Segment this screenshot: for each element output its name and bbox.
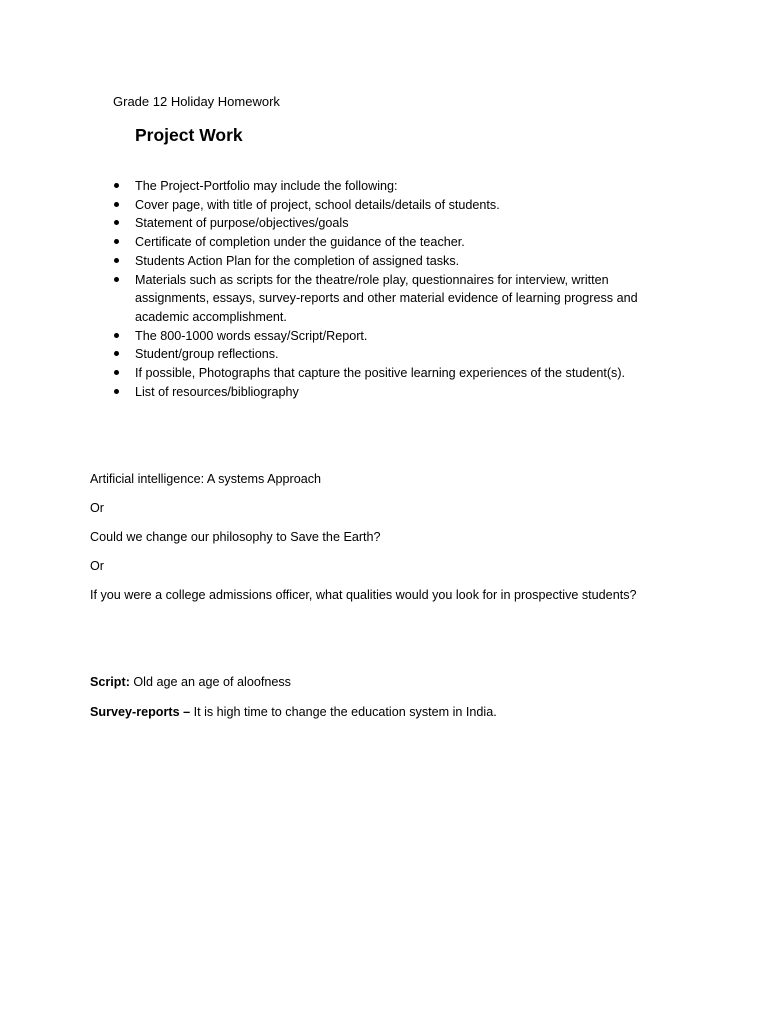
list-item: The Project-Portfolio may include the following: xyxy=(135,177,655,196)
document-subtitle: Grade 12 Holiday Homework xyxy=(113,94,280,109)
topic-option-admissions: If you were a college admissions officer, what qualities would you look for in prospective students? xyxy=(90,588,637,602)
survey-text: It is high time to change the education system in India. xyxy=(190,705,497,719)
list-item: Materials such as scripts for the theatre/role play, questionnaires for interview, written assignments, essays, survey-reports and other material evidence of learning progress and academic accomplishment. xyxy=(135,271,655,327)
or-separator: Or xyxy=(90,501,104,515)
list-item: The 800-1000 words essay/Script/Report. xyxy=(135,327,655,346)
list-item: If possible, Photographs that capture the positive learning experiences of the student(s). xyxy=(135,364,655,383)
list-item: Student/group reflections. xyxy=(135,345,655,364)
topic-option-ai: Artificial intelligence: A systems Approach xyxy=(90,472,321,486)
or-separator: Or xyxy=(90,559,104,573)
document-title: Project Work xyxy=(135,125,243,145)
topic-option-earth: Could we change our philosophy to Save the Earth? xyxy=(90,530,381,544)
survey-label: Survey-reports – xyxy=(90,705,191,719)
extras-section xyxy=(90,674,710,734)
list-item: Certificate of completion under the guidance of the teacher. xyxy=(135,233,655,252)
script-line xyxy=(90,674,710,690)
survey-line xyxy=(90,704,710,720)
topic-section xyxy=(90,471,710,616)
script-label: Script: xyxy=(90,675,130,689)
list-item: Statement of purpose/objectives/goals xyxy=(135,214,655,233)
list-item: Students Action Plan for the completion of assigned tasks. xyxy=(135,252,655,271)
portfolio-list xyxy=(135,177,655,401)
list-item: Cover page, with title of project, school details/details of students. xyxy=(135,196,655,215)
script-text: Old age an age of aloofness xyxy=(129,675,291,689)
list-item: List of resources/bibliography xyxy=(135,383,655,402)
